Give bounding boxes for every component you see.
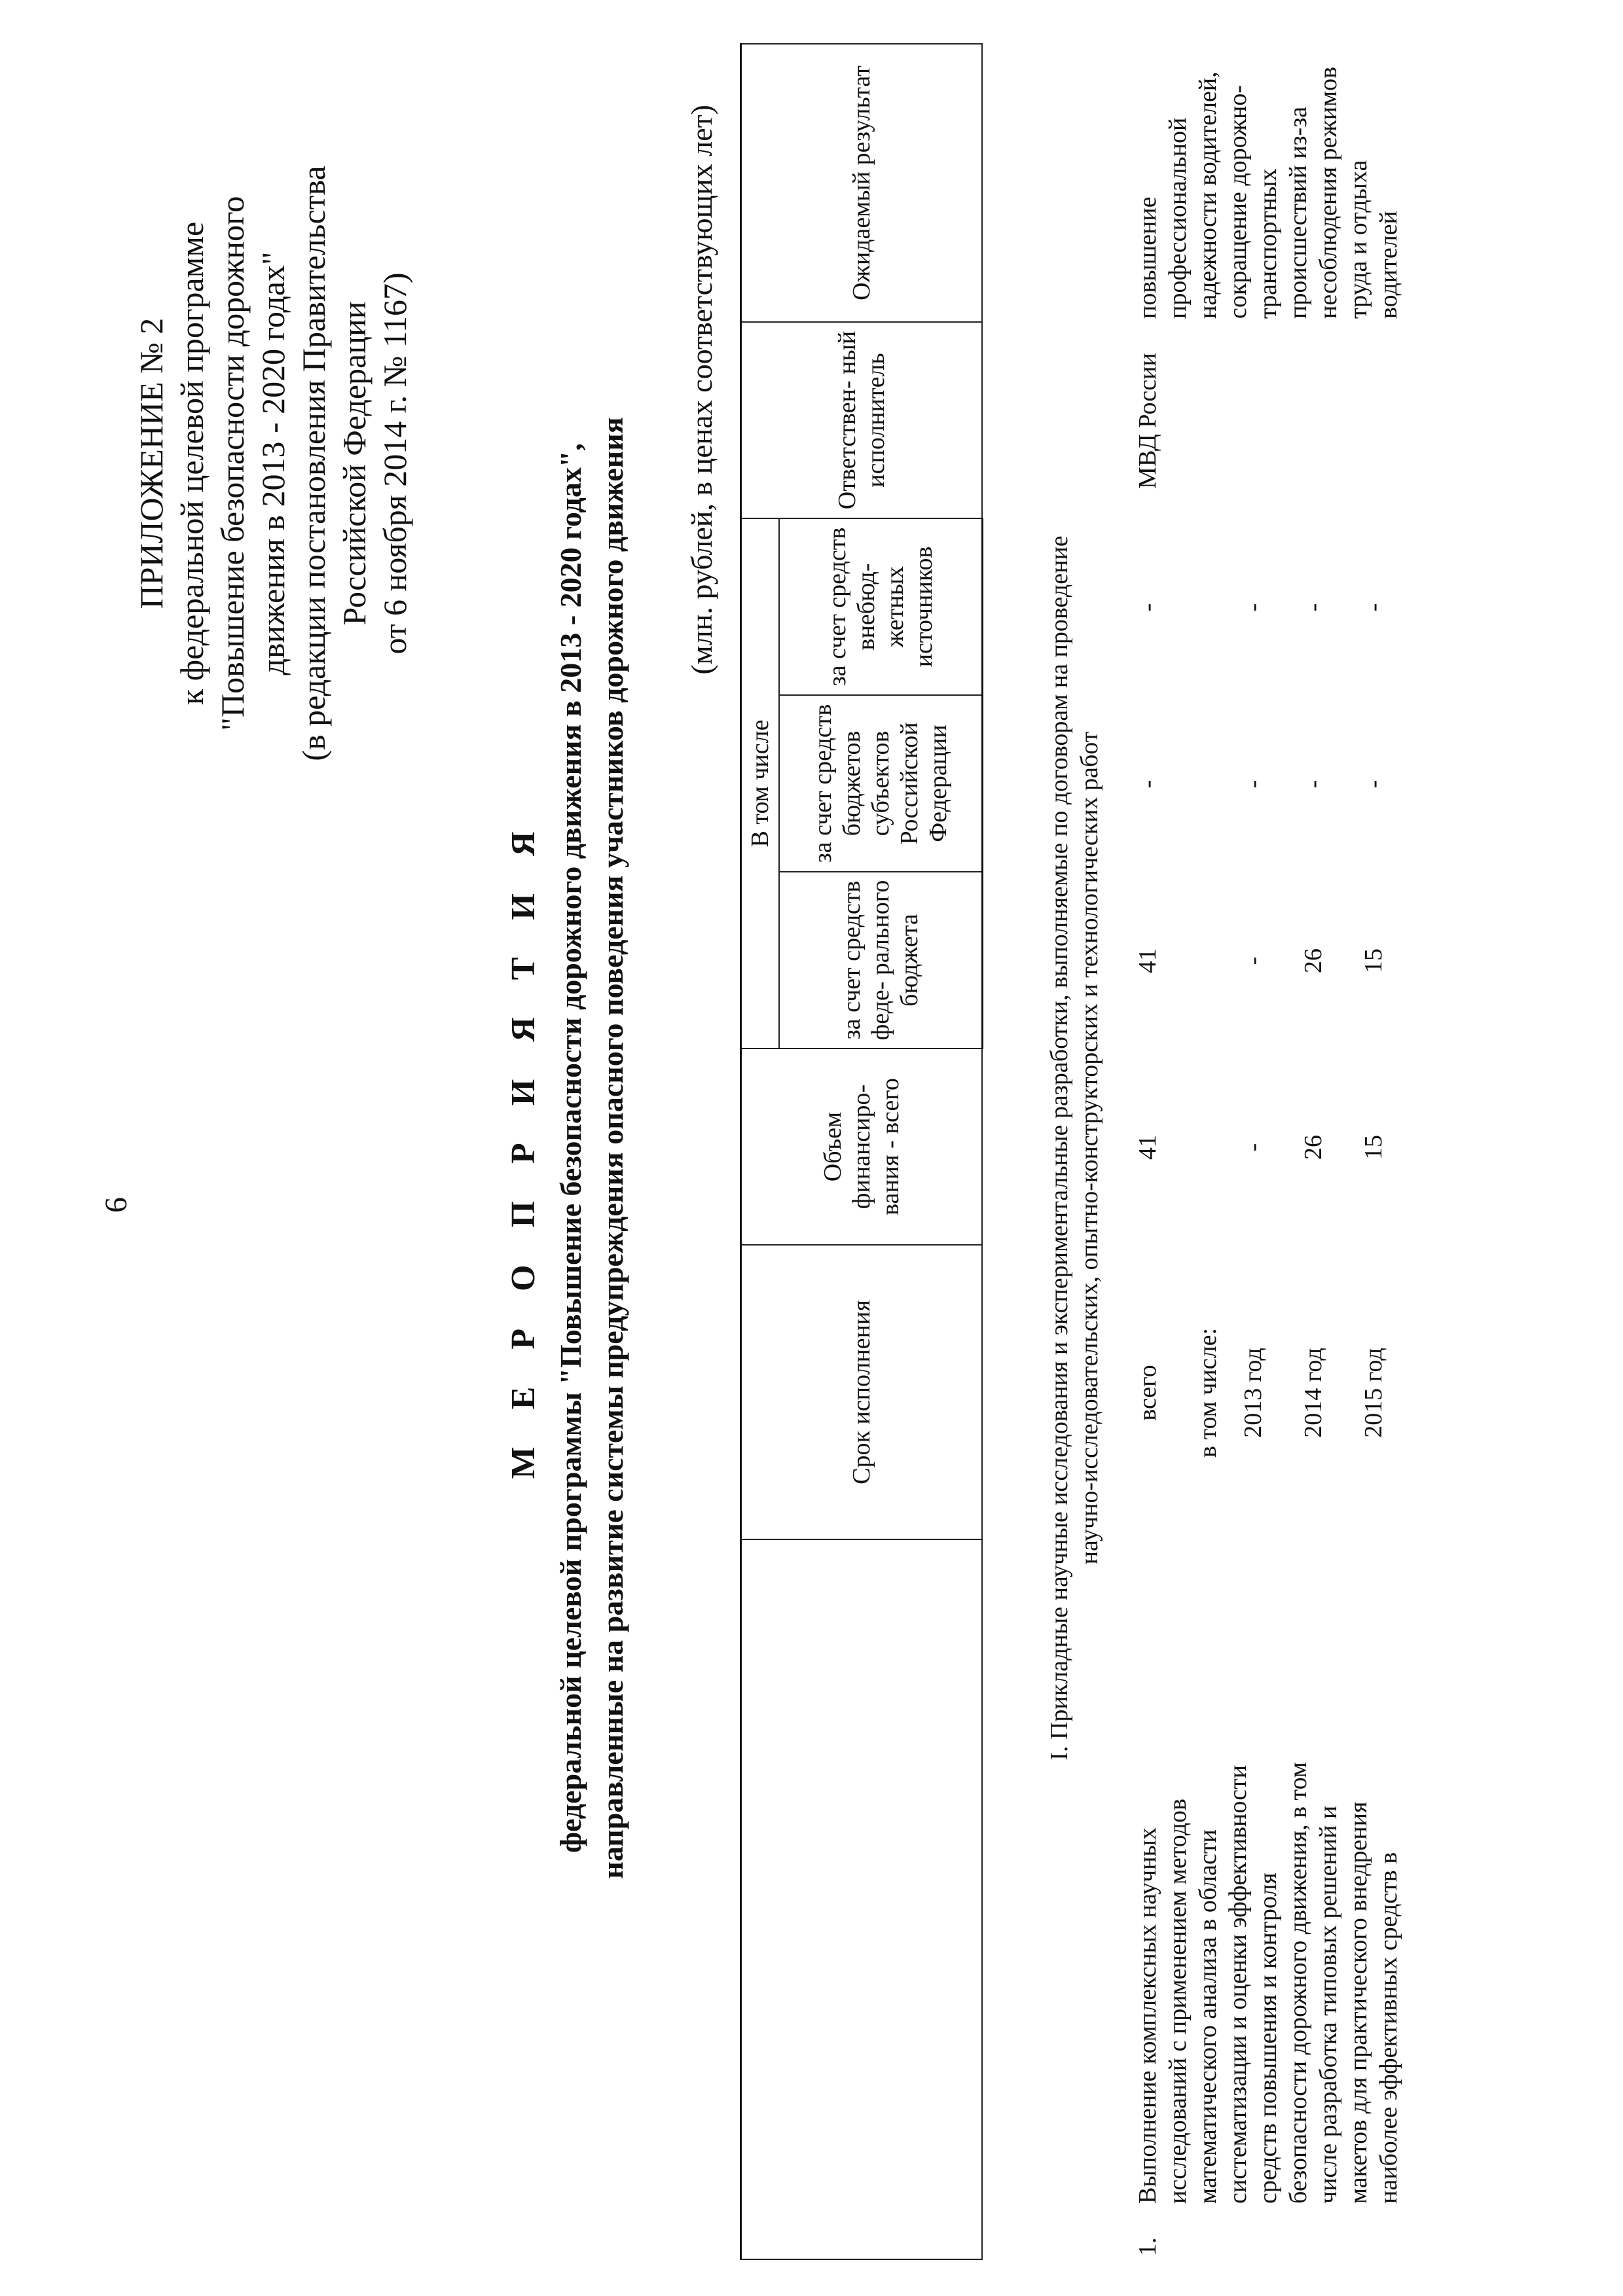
term-cell: 2014 год <box>1300 1348 1327 1438</box>
volume-cell: 41 <box>1134 1135 1161 1160</box>
federal-cell: 41 <box>1134 948 1161 973</box>
header-cell-incl: В том числе <box>741 518 780 1049</box>
header-cell-term: Срок исполнения <box>741 1245 983 1539</box>
term-cell: в том числе: <box>1194 1327 1222 1458</box>
volume-cell: 15 <box>1360 1135 1387 1160</box>
extra-cell: - <box>1300 603 1327 612</box>
extra-cell: - <box>1239 603 1267 612</box>
term-cell: 2015 год <box>1360 1348 1387 1438</box>
result-cell: повышение профессиональной надежности водителей, сокращение дорожно- транспортных происшествий из-за несоблюдения режимов труда и отдыха водителей <box>1134 66 1402 319</box>
executor-cell: МВД России <box>1134 353 1161 489</box>
units-note: (млн. рублей, в ценах соответствующих лет) <box>685 105 718 675</box>
federal-cell: 15 <box>1360 948 1387 973</box>
section-title-line: I. Прикладные научные исследования и экспериментальные разработки, выполняемые по договорам на проведение <box>1046 535 1073 1761</box>
federal-cell: - <box>1239 956 1267 965</box>
federal-cell <box>1163 872 1223 1049</box>
subjects-cell: - <box>1360 780 1387 789</box>
table-row <box>1133 45 1163 2260</box>
appendix-line: движения в 2013 - 2020 годах" <box>255 251 291 675</box>
volume-cell: - <box>1239 1143 1267 1152</box>
document-title: М Е Р О П Р И Я Т И Я <box>505 817 542 1479</box>
subjects-cell <box>1163 696 1223 872</box>
appendix-line: от 6 ноября 2014 г. № 1167) <box>376 272 413 655</box>
term-cell: всего <box>1134 1365 1161 1421</box>
volume-cell: 26 <box>1300 1135 1327 1160</box>
extra-cell <box>1163 519 1223 696</box>
volume-cell <box>1163 1049 1223 1246</box>
document-subtitle <box>550 0 634 2296</box>
subjects-cell: - <box>1134 780 1161 789</box>
section-title-line: научно-исследовательских, опытно-конструкторских и технологических работ <box>1076 731 1103 1565</box>
appendix-line: "Повышение безопасности дорожного <box>214 196 251 731</box>
page-number: 6 <box>99 1197 134 1213</box>
header-cell-subjects: за счет средств бюджетов субъектов Российской Федерации <box>779 695 982 872</box>
federal-cell: 26 <box>1300 948 1327 973</box>
header-cell-extra: за счет средств внебюд- жетных источников <box>779 518 982 695</box>
subjects-cell: - <box>1300 780 1327 789</box>
term-cell: 2013 год <box>1239 1348 1267 1438</box>
header-cell-result: Ожидаемый результат <box>741 44 983 322</box>
subtitle-line: федеральной целевой программы "Повышение безопасности дорожного движения в 2013 - 2020 годах", <box>554 443 587 1853</box>
header-cell-federal: за счет средств феде- рального бюджета <box>779 872 982 1049</box>
appendix-line: Российской Федерации <box>336 301 373 626</box>
appendix-header <box>131 71 415 856</box>
activity-table <box>1133 45 1404 2260</box>
subjects-cell: - <box>1239 780 1267 789</box>
item-number: 1. <box>1134 2237 1161 2256</box>
appendix-line: к федеральной целевой программе <box>173 221 210 706</box>
header-cell-volume: Объем финансиро- вания - всего <box>741 1049 983 1245</box>
item-description: Выполнение комплексных научных исследований с применением методов математического анализа в области систематизации и оценки эффективности средств повышения и контроля безопасности дорожного движения, в том числе разработка типовых решений и макетов для практического внедрения наиболее эффективных средств в <box>1134 1762 1402 2204</box>
extra-cell: - <box>1360 603 1387 612</box>
header-cell-activity <box>741 1539 983 2259</box>
table-header <box>740 43 983 2260</box>
extra-cell: - <box>1134 603 1161 612</box>
header-cell-executor: Ответствен- ный исполнитель <box>741 322 983 518</box>
appendix-line: (в редакции постановления Правительства <box>295 166 332 761</box>
subtitle-line: направленные на развитие системы предупреждения опасного поведения участников дорожного движения <box>596 417 629 1879</box>
appendix-line: ПРИЛОЖЕНИЕ № 2 <box>133 317 170 609</box>
section-title <box>1044 0 1104 2296</box>
